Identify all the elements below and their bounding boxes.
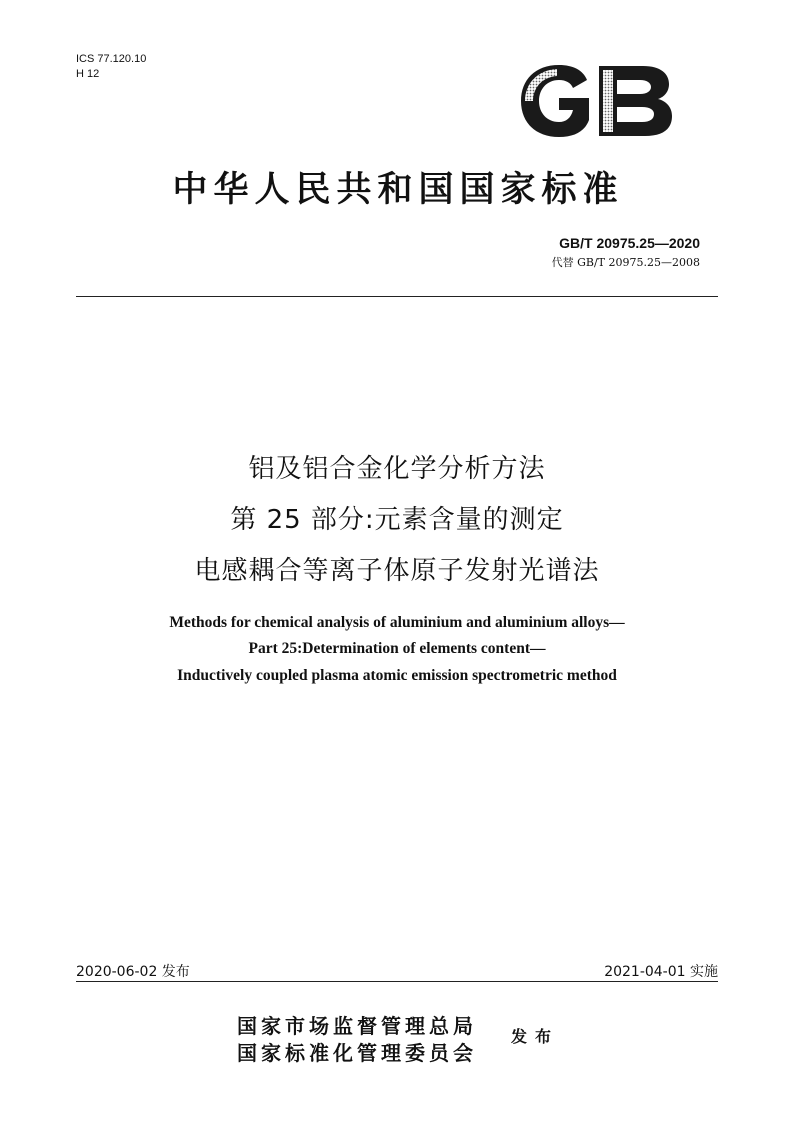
english-title-line-1: Methods for chemical analysis of aluminium and aluminium alloys— bbox=[169, 614, 625, 631]
issuer-sac: 国家标准化管理委员会 bbox=[237, 1041, 477, 1065]
standard-number: GB/T 20975.25—2020 bbox=[559, 235, 700, 251]
ccs-code: H 12 bbox=[76, 68, 100, 80]
ics-code: ICS 77.120.10 bbox=[76, 53, 147, 65]
replaces-standard: 代替 GB/T 20975.25—2008 bbox=[551, 256, 700, 269]
english-title-line-2: Part 25:Determination of elements content— bbox=[248, 640, 546, 657]
chinese-title-line-1: 铝及铝合金化学分析方法 bbox=[248, 454, 546, 484]
issuer-samr: 国家市场监督管理总局 bbox=[237, 1014, 477, 1038]
chinese-title-line-2: 第 25 部分:元素含量的测定 bbox=[230, 505, 564, 535]
chinese-title-line-3: 电感耦合等离子体原子发射光谱法 bbox=[194, 556, 600, 586]
header-divider bbox=[76, 296, 718, 297]
nation-standard-title: 中华人民共和国国家标准 bbox=[172, 169, 624, 210]
issue-label: 发布 bbox=[511, 1027, 560, 1046]
implementation-date: 2021-04-01 实施 bbox=[604, 964, 718, 980]
english-title-line-3: Inductively coupled plasma atomic emission spectrometric method bbox=[177, 667, 617, 684]
gb-logo-icon bbox=[517, 62, 675, 140]
classification-codes bbox=[76, 52, 146, 82]
issue-date: 2020-06-02 发布 bbox=[76, 964, 190, 980]
footer-divider bbox=[76, 981, 718, 982]
